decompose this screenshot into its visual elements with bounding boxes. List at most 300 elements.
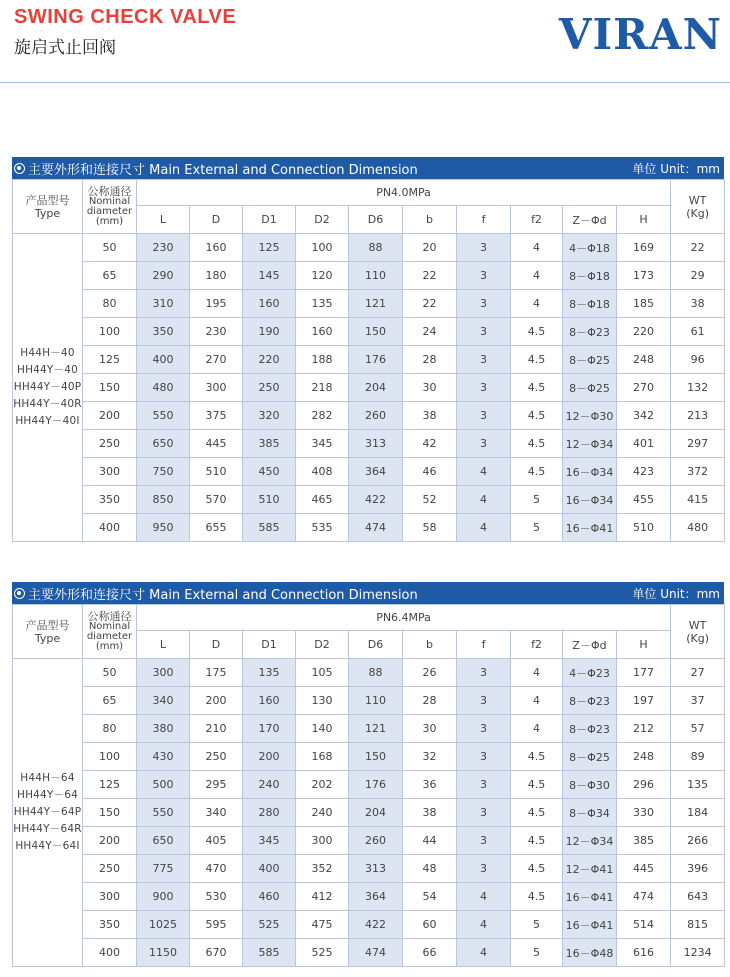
table-row [13, 715, 730, 743]
type-header-zh: 产品型号 [25, 618, 70, 632]
table-cell: 22 [403, 290, 457, 318]
title-chinese: 旋启式止回阀 [14, 38, 116, 58]
table-row [13, 318, 730, 346]
table-cell: 375 [190, 402, 243, 430]
table-cell: 52 [403, 486, 457, 514]
table-cell: 474 [349, 939, 403, 967]
table-cell: 135 [671, 771, 725, 799]
table-cell: 22 [671, 234, 725, 262]
table-cell: 300 [190, 374, 243, 402]
column-header: f2 [511, 206, 563, 234]
nominal-header-line: Nominal [88, 195, 131, 207]
table-cell: 313 [349, 855, 403, 883]
table-cell: 4.5 [511, 771, 563, 799]
model-name: HH44Y－40I [15, 415, 80, 427]
weight-header-label: WT [688, 193, 707, 207]
table-cell: 50 [83, 659, 137, 687]
table-cell: 37 [671, 687, 725, 715]
nominal-diameter-header [83, 180, 137, 234]
table-cell: 176 [349, 346, 403, 374]
table-cell: 4.5 [511, 458, 563, 486]
table-cell: 4.5 [511, 799, 563, 827]
table-cell: 455 [617, 486, 671, 514]
table-cell: 266 [671, 827, 725, 855]
nominal-diameter-header [83, 605, 137, 659]
table-cell: 297 [671, 430, 725, 458]
table-cell: 250 [83, 855, 137, 883]
table-cell: 16－Φ41 [563, 911, 617, 939]
column-header: f [457, 206, 511, 234]
table-cell: 8－Φ23 [563, 687, 617, 715]
table-cell: 450 [243, 458, 296, 486]
table-cell: 38 [403, 402, 457, 430]
column-header: D [190, 631, 243, 659]
circle-bullet-icon [14, 588, 25, 599]
table-cell: 300 [83, 883, 137, 911]
table-row [13, 234, 730, 262]
column-header: f [457, 631, 511, 659]
table-cell: 950 [137, 514, 190, 542]
table-cell: 350 [137, 318, 190, 346]
table-cell: 550 [137, 402, 190, 430]
table-cell: 4 [511, 687, 563, 715]
table-cell: 135 [243, 659, 296, 687]
table-cell: 160 [190, 234, 243, 262]
table-cell: 32 [403, 743, 457, 771]
table-cell: 135 [296, 290, 349, 318]
column-header: f2 [511, 631, 563, 659]
table-row [13, 346, 730, 374]
table-cell: 415 [671, 486, 725, 514]
table-cell: 4 [511, 234, 563, 262]
column-header: L [137, 206, 190, 234]
unit-label: 单位 Unit：mm [632, 586, 720, 601]
table-cell: 650 [137, 827, 190, 855]
table-cell: 595 [190, 911, 243, 939]
column-header: L [137, 631, 190, 659]
table-cell: 3 [457, 234, 511, 262]
type-header-zh: 产品型号 [25, 193, 70, 207]
table-cell: 88 [349, 659, 403, 687]
table-cell: 1234 [671, 939, 725, 967]
table-cell: 24 [403, 318, 457, 346]
model-name: HH44Y－64P [13, 806, 82, 818]
header-divider [0, 82, 730, 83]
table-cell: 8－Φ23 [563, 318, 617, 346]
table-row [13, 771, 730, 799]
table-row [13, 262, 730, 290]
table-row [13, 911, 730, 939]
table-cell: 65 [83, 687, 137, 715]
table-cell: 670 [190, 939, 243, 967]
table-cell: 550 [137, 799, 190, 827]
table-cell: 4.5 [511, 743, 563, 771]
table-cell: 3 [457, 659, 511, 687]
table-cell: 248 [617, 346, 671, 374]
table-cell: 320 [243, 402, 296, 430]
table-cell: 460 [243, 883, 296, 911]
table-cell: 401 [617, 430, 671, 458]
table-cell: 3 [457, 743, 511, 771]
section-title-bar [12, 582, 724, 604]
table-cell: 4.5 [511, 883, 563, 911]
table-cell: 80 [83, 715, 137, 743]
table-row [13, 458, 730, 486]
table-cell: 4 [457, 458, 511, 486]
table-cell: 240 [243, 771, 296, 799]
weight-header [671, 605, 725, 659]
type-header [13, 605, 83, 659]
table-cell: 5 [511, 939, 563, 967]
table-cell: 372 [671, 458, 725, 486]
column-header: D2 [296, 206, 349, 234]
table-cell: 16－Φ41 [563, 883, 617, 911]
column-header: b [403, 631, 457, 659]
table-cell: 570 [190, 486, 243, 514]
section-title-text: 主要外形和连接尺寸 Main External and Connection Dimension [28, 587, 418, 603]
table-cell: 213 [671, 402, 725, 430]
table-cell: 200 [83, 827, 137, 855]
table-cell: 815 [671, 911, 725, 939]
table-cell: 16－Φ41 [563, 514, 617, 542]
model-name: HH44Y－64R [13, 823, 82, 835]
nominal-header-line: (mm) [95, 640, 124, 652]
section-title-text: 主要外形和连接尺寸 Main External and Connection Dimension [28, 162, 418, 178]
table-cell: 4 [511, 290, 563, 318]
table-cell: 480 [137, 374, 190, 402]
table-cell: 168 [296, 743, 349, 771]
dimension-table-section-pn64 [12, 582, 724, 967]
table-cell: 160 [243, 687, 296, 715]
nominal-header-line: diameter [86, 205, 133, 217]
column-header: b [403, 206, 457, 234]
table-cell: 4 [457, 939, 511, 967]
table-cell: 8－Φ25 [563, 743, 617, 771]
nominal-header-line: (mm) [95, 215, 124, 227]
table-cell: 200 [243, 743, 296, 771]
table-cell: 88 [349, 234, 403, 262]
table-cell: 350 [83, 911, 137, 939]
table-cell: 1025 [137, 911, 190, 939]
table-cell: 260 [349, 827, 403, 855]
table-cell: 396 [671, 855, 725, 883]
table-cell: 5 [511, 486, 563, 514]
column-header: D6 [349, 206, 403, 234]
table-cell: 260 [349, 402, 403, 430]
table-row [13, 486, 730, 514]
table-cell: 480 [671, 514, 725, 542]
table-cell: 282 [296, 402, 349, 430]
table-cell: 218 [296, 374, 349, 402]
table-cell: 4 [457, 486, 511, 514]
table-cell: 20 [403, 234, 457, 262]
table-cell: 8－Φ30 [563, 771, 617, 799]
dimension-table-section-pn40 [12, 157, 724, 542]
table-cell: 405 [190, 827, 243, 855]
table-cell: 4－Φ18 [563, 234, 617, 262]
table-cell: 340 [190, 799, 243, 827]
table-cell: 296 [617, 771, 671, 799]
nominal-header-line: Nominal [88, 620, 131, 632]
table-cell: 3 [457, 855, 511, 883]
table-cell: 50 [83, 234, 137, 262]
table-cell: 160 [243, 290, 296, 318]
table-cell: 66 [403, 939, 457, 967]
table-cell: 96 [671, 346, 725, 374]
table-cell: 3 [457, 827, 511, 855]
table-cell: 61 [671, 318, 725, 346]
header-row [13, 180, 730, 206]
table-cell: 5 [511, 514, 563, 542]
table-cell: 80 [83, 290, 137, 318]
section-title [14, 584, 418, 603]
table-cell: 204 [349, 799, 403, 827]
table-cell: 445 [617, 855, 671, 883]
table-cell: 3 [457, 687, 511, 715]
table-cell: 180 [190, 262, 243, 290]
circle-bullet-icon [14, 163, 25, 174]
table-cell: 8－Φ34 [563, 799, 617, 827]
table-cell: 3 [457, 262, 511, 290]
table-cell: 105 [296, 659, 349, 687]
table-cell: 132 [671, 374, 725, 402]
table-cell: 184 [671, 799, 725, 827]
table-cell: 510 [243, 486, 296, 514]
table-row [13, 939, 730, 967]
table-row [13, 290, 730, 318]
table-cell: 12－Φ34 [563, 430, 617, 458]
table-cell: 422 [349, 911, 403, 939]
column-header: D2 [296, 631, 349, 659]
table-cell: 270 [617, 374, 671, 402]
table-cell: 150 [83, 799, 137, 827]
table-row [13, 883, 730, 911]
table-cell: 8－Φ18 [563, 290, 617, 318]
table-row [13, 855, 730, 883]
table-cell: 30 [403, 374, 457, 402]
title-english: SWING CHECK VALVE [14, 6, 237, 28]
table-cell: 364 [349, 883, 403, 911]
nominal-header-line: 公称通径 [87, 184, 132, 198]
table-cell: 200 [83, 402, 137, 430]
table-cell: 125 [243, 234, 296, 262]
table-cell: 100 [83, 743, 137, 771]
column-header: D [190, 206, 243, 234]
table-cell: 525 [243, 911, 296, 939]
table-cell: 89 [671, 743, 725, 771]
table-cell: 220 [617, 318, 671, 346]
table-cell: 350 [83, 486, 137, 514]
table-cell: 535 [296, 514, 349, 542]
table-cell: 400 [83, 514, 137, 542]
table-cell: 4.5 [511, 346, 563, 374]
table-cell: 16－Φ48 [563, 939, 617, 967]
table-cell: 3 [457, 799, 511, 827]
table-cell: 3 [457, 402, 511, 430]
weight-header [671, 180, 725, 234]
table-cell: 188 [296, 346, 349, 374]
table-cell: 510 [190, 458, 243, 486]
model-name: HH44Y－64 [16, 789, 79, 801]
table-cell: 177 [617, 659, 671, 687]
type-header-en: Type [34, 631, 61, 645]
table-cell: 4 [511, 262, 563, 290]
table-cell: 300 [296, 827, 349, 855]
table-cell: 173 [617, 262, 671, 290]
table-cell: 345 [243, 827, 296, 855]
table-cell: 330 [617, 799, 671, 827]
table-cell: 27 [671, 659, 725, 687]
table-cell: 412 [296, 883, 349, 911]
table-cell: 100 [296, 234, 349, 262]
table-cell: 54 [403, 883, 457, 911]
table-cell: 850 [137, 486, 190, 514]
section-title [14, 159, 418, 178]
table-cell: 1150 [137, 939, 190, 967]
table-cell: 385 [243, 430, 296, 458]
table-cell: 400 [83, 939, 137, 967]
table-cell: 38 [671, 290, 725, 318]
model-name: HH44Y－40P [13, 381, 82, 393]
table-cell: 65 [83, 262, 137, 290]
model-name: HH44Y－64I [15, 840, 80, 852]
table-cell: 470 [190, 855, 243, 883]
table-cell: 57 [671, 715, 725, 743]
table-cell: 4.5 [511, 318, 563, 346]
table-row [13, 799, 730, 827]
table-cell: 202 [296, 771, 349, 799]
table-cell: 4－Φ23 [563, 659, 617, 687]
table-cell: 22 [403, 262, 457, 290]
pressure-header: PN6.4MPa [137, 605, 671, 631]
table-cell: 185 [617, 290, 671, 318]
table-row [13, 374, 730, 402]
table-cell: 364 [349, 458, 403, 486]
table-cell: 280 [243, 799, 296, 827]
table-cell: 643 [671, 883, 725, 911]
table-cell: 4.5 [511, 374, 563, 402]
table-cell: 585 [243, 939, 296, 967]
dimension-table [12, 179, 730, 542]
table-cell: 200 [190, 687, 243, 715]
table-cell: 220 [243, 346, 296, 374]
table-cell: 352 [296, 855, 349, 883]
table-cell: 4 [457, 883, 511, 911]
table-cell: 169 [617, 234, 671, 262]
table-cell: 28 [403, 346, 457, 374]
page-header [0, 0, 730, 84]
table-cell: 248 [617, 743, 671, 771]
table-cell: 585 [243, 514, 296, 542]
table-cell: 445 [190, 430, 243, 458]
table-cell: 230 [190, 318, 243, 346]
table-cell: 3 [457, 318, 511, 346]
table-cell: 110 [349, 687, 403, 715]
table-row [13, 514, 730, 542]
table-cell: 775 [137, 855, 190, 883]
table-cell: 175 [190, 659, 243, 687]
table-cell: 500 [137, 771, 190, 799]
table-cell: 4.5 [511, 827, 563, 855]
model-list-cell [13, 659, 83, 967]
weight-header-label: WT [688, 618, 707, 632]
table-cell: 121 [349, 715, 403, 743]
table-cell: 230 [137, 234, 190, 262]
table-cell: 38 [403, 799, 457, 827]
table-cell: 530 [190, 883, 243, 911]
table-cell: 380 [137, 715, 190, 743]
table-cell: 46 [403, 458, 457, 486]
table-cell: 3 [457, 374, 511, 402]
table-cell: 5 [511, 911, 563, 939]
section-title-bar [12, 157, 724, 179]
table-cell: 650 [137, 430, 190, 458]
type-header [13, 180, 83, 234]
type-header-en: Type [34, 206, 61, 220]
column-header: D6 [349, 631, 403, 659]
table-cell: 3 [457, 771, 511, 799]
table-row [13, 659, 730, 687]
table-cell: 8－Φ18 [563, 262, 617, 290]
table-cell: 423 [617, 458, 671, 486]
table-cell: 250 [243, 374, 296, 402]
table-cell: 400 [243, 855, 296, 883]
table-cell: 190 [243, 318, 296, 346]
table-cell: 250 [83, 430, 137, 458]
table-cell: 100 [83, 318, 137, 346]
column-header: Z－Φd [563, 631, 617, 659]
column-header: D1 [243, 631, 296, 659]
table-row [13, 402, 730, 430]
table-row [13, 827, 730, 855]
table-cell: 58 [403, 514, 457, 542]
nominal-header-line: 公称通径 [87, 609, 132, 623]
table-cell: 313 [349, 430, 403, 458]
table-cell: 176 [349, 771, 403, 799]
table-cell: 4.5 [511, 855, 563, 883]
table-cell: 197 [617, 687, 671, 715]
table-cell: 36 [403, 771, 457, 799]
table-cell: 345 [296, 430, 349, 458]
table-cell: 3 [457, 290, 511, 318]
table-cell: 4 [457, 514, 511, 542]
table-cell: 145 [243, 262, 296, 290]
table-cell: 121 [349, 290, 403, 318]
table-row [13, 687, 730, 715]
table-cell: 3 [457, 430, 511, 458]
table-cell: 4.5 [511, 402, 563, 430]
table-cell: 8－Φ25 [563, 346, 617, 374]
table-cell: 12－Φ41 [563, 855, 617, 883]
model-name: H44H－64 [20, 772, 75, 784]
table-cell: 408 [296, 458, 349, 486]
table-cell: 60 [403, 911, 457, 939]
table-cell: 474 [349, 514, 403, 542]
table-cell: 120 [296, 262, 349, 290]
table-cell: 400 [137, 346, 190, 374]
model-name: HH44Y－40R [13, 398, 82, 410]
table-cell: 16－Φ34 [563, 458, 617, 486]
header-row [13, 605, 730, 631]
table-cell: 212 [617, 715, 671, 743]
table-cell: 342 [617, 402, 671, 430]
table-cell: 42 [403, 430, 457, 458]
table-cell: 340 [137, 687, 190, 715]
table-cell: 300 [137, 659, 190, 687]
table-cell: 290 [137, 262, 190, 290]
table-cell: 110 [349, 262, 403, 290]
table-cell: 385 [617, 827, 671, 855]
